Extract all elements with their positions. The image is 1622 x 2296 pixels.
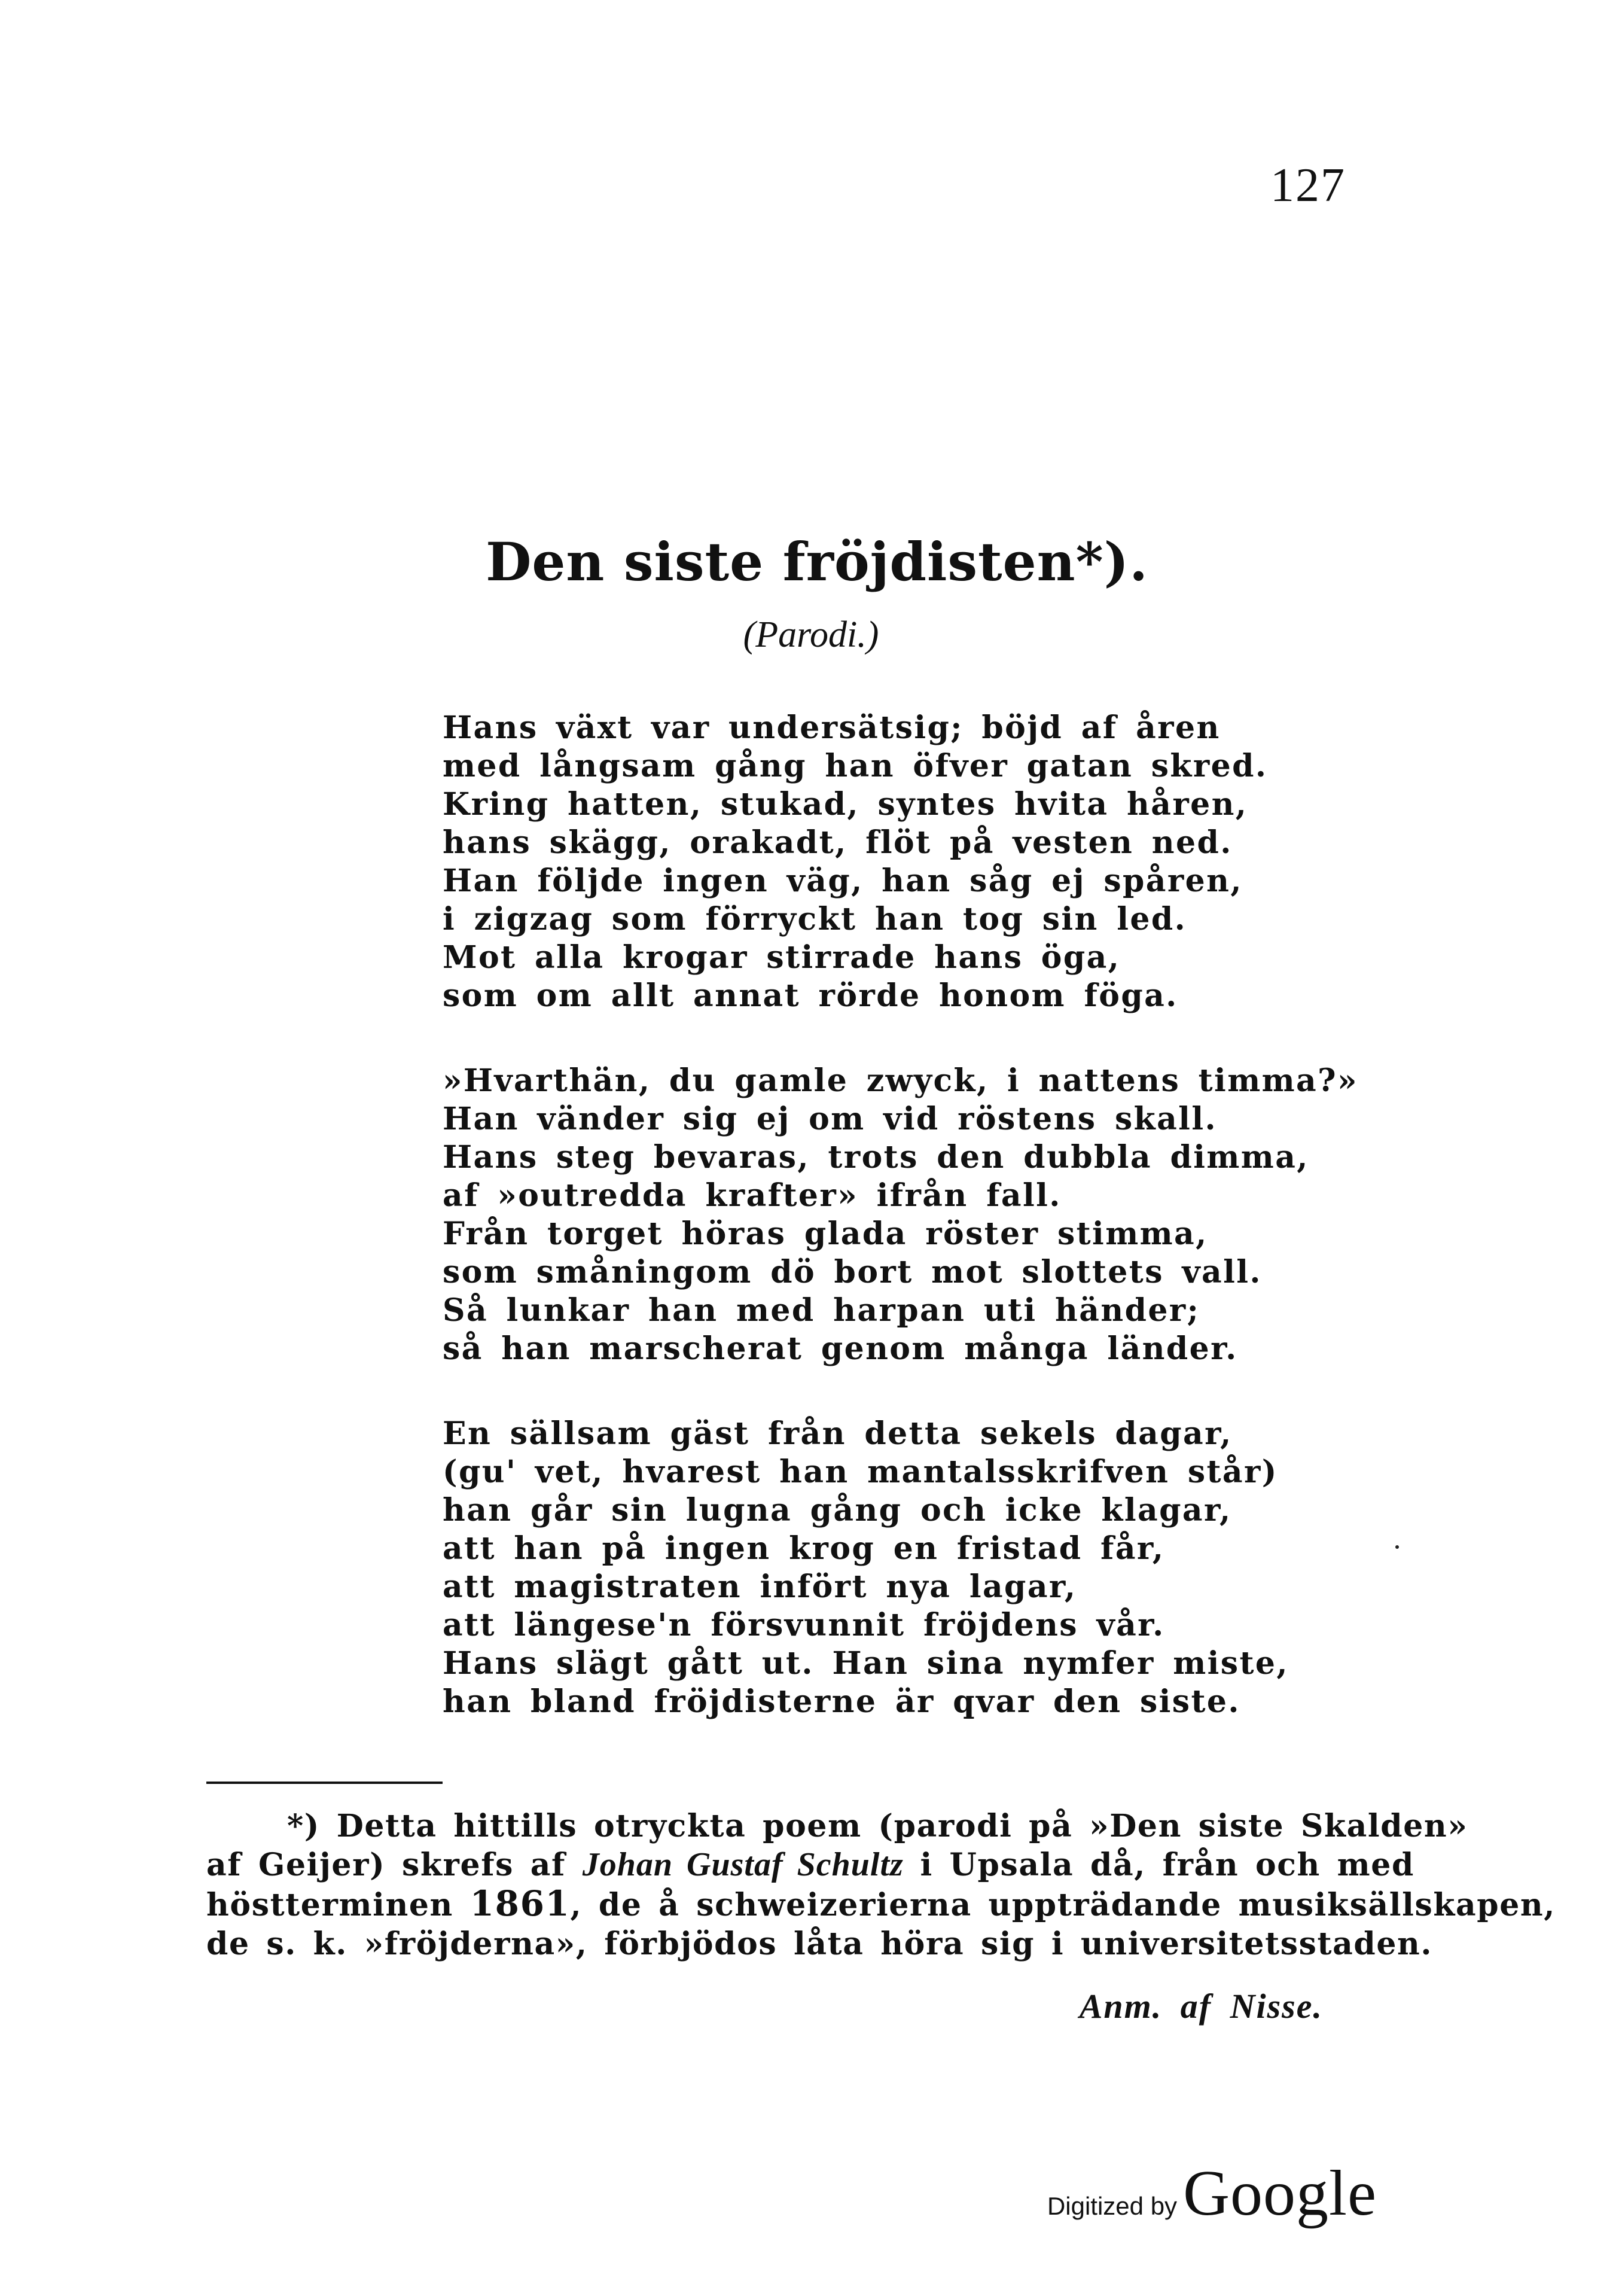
stanza bbox=[443, 1062, 1411, 1368]
footnote-text: i Upsala då, från och med bbox=[903, 1847, 1414, 1883]
watermark-prefix: Digitized by bbox=[1047, 2192, 1178, 2220]
poem-line: med långsam gång han öfver gatan skred. bbox=[443, 748, 1268, 784]
poem-line: Hans växt var undersätsig; böjd af åren bbox=[443, 709, 1221, 746]
poem-line: så han marscherat genom många länder. bbox=[443, 1330, 1238, 1367]
poem-line: att han på ingen krog en fristad får, bbox=[443, 1530, 1165, 1567]
footnote-line bbox=[206, 1846, 1414, 1884]
stanza bbox=[443, 1415, 1411, 1721]
footnote-rule bbox=[206, 1782, 443, 1784]
poem-line: »Hvarthän, du gamle zwyck, i nattens timma?» bbox=[443, 1062, 1358, 1099]
poem-line: Hans steg bevaras, trots den dubbla dimma, bbox=[443, 1139, 1309, 1176]
google-logo: Google bbox=[1183, 2158, 1377, 2229]
poem-line: att längese'n försvunnit fröjdens vår. bbox=[443, 1607, 1165, 1643]
poem-line: af »outredda krafter» ifrån fall. bbox=[443, 1177, 1062, 1214]
footnote-text: af Geijer) skrefs af bbox=[206, 1847, 583, 1883]
footnote-line: de s. k. »fröjderna», förbjödos låta höra sig i universitetsstaden. bbox=[206, 1926, 1433, 1962]
poem-line: Hans slägt gått ut. Han sina nymfer miste, bbox=[443, 1645, 1289, 1682]
poem-line: att magistraten infört nya lagar, bbox=[443, 1569, 1077, 1605]
poem-line: En sällsam gäst från detta sekels dagar, bbox=[443, 1415, 1233, 1452]
footnote-line: *) Detta hittills otryckta poem (parodi på »Den siste Skalden» bbox=[287, 1808, 1468, 1844]
stanza bbox=[443, 709, 1411, 1015]
footnote-text: höstterminen bbox=[206, 1887, 470, 1923]
page-number: 127 bbox=[1270, 159, 1346, 212]
footnote-signature: Anm. af Nisse. bbox=[1079, 1987, 1323, 2026]
digitized-watermark bbox=[1047, 2157, 1377, 2231]
poem-line: som om allt annat rörde honom föga. bbox=[443, 978, 1178, 1014]
footnote-line bbox=[206, 1883, 1556, 1925]
poem-line: (gu' vet, hvarest han mantalsskrifven står) bbox=[443, 1454, 1278, 1490]
poem-line: Mot alla krogar stirrade hans öga, bbox=[443, 939, 1121, 976]
footnote-year: 1861 bbox=[469, 1883, 571, 1924]
poem-title: Den siste fröjdisten*). bbox=[486, 531, 1148, 593]
poem-subtitle-text: (Parodi.) bbox=[743, 614, 879, 655]
poem-line: Så lunkar han med harpan uti händer; bbox=[443, 1292, 1200, 1329]
poem-line: hans skägg, orakadt, flöt på vesten ned. bbox=[443, 824, 1233, 861]
poem-line: Från torget höras glada röster stimma, bbox=[443, 1216, 1208, 1252]
poem-line: Kring hatten, stukad, syntes hvita håren, bbox=[443, 786, 1248, 823]
poem-line: han går sin lugna gång och icke klagar, bbox=[443, 1492, 1232, 1528]
poem-line: Han vänder sig ej om vid röstens skall. bbox=[443, 1101, 1217, 1137]
poem-line: Han följde ingen väg, han såg ej spåren, bbox=[443, 863, 1243, 899]
footnote bbox=[206, 1807, 1556, 1963]
poem-line: som småningom dö bort mot slottets vall. bbox=[443, 1254, 1262, 1290]
poem-line: i zigzag som förryckt han tog sin led. bbox=[443, 901, 1187, 937]
poem-subtitle bbox=[0, 616, 1622, 653]
poem-line: han bland fröjdisterne är qvar den siste. bbox=[443, 1683, 1240, 1720]
footnote-author: Johan Gustaf Schultz bbox=[582, 1846, 904, 1883]
footnote-text: , de å schweizerierna uppträdande musiksällskapen, bbox=[570, 1887, 1556, 1923]
print-speck bbox=[1395, 1545, 1399, 1549]
poem-body bbox=[443, 709, 1411, 1768]
